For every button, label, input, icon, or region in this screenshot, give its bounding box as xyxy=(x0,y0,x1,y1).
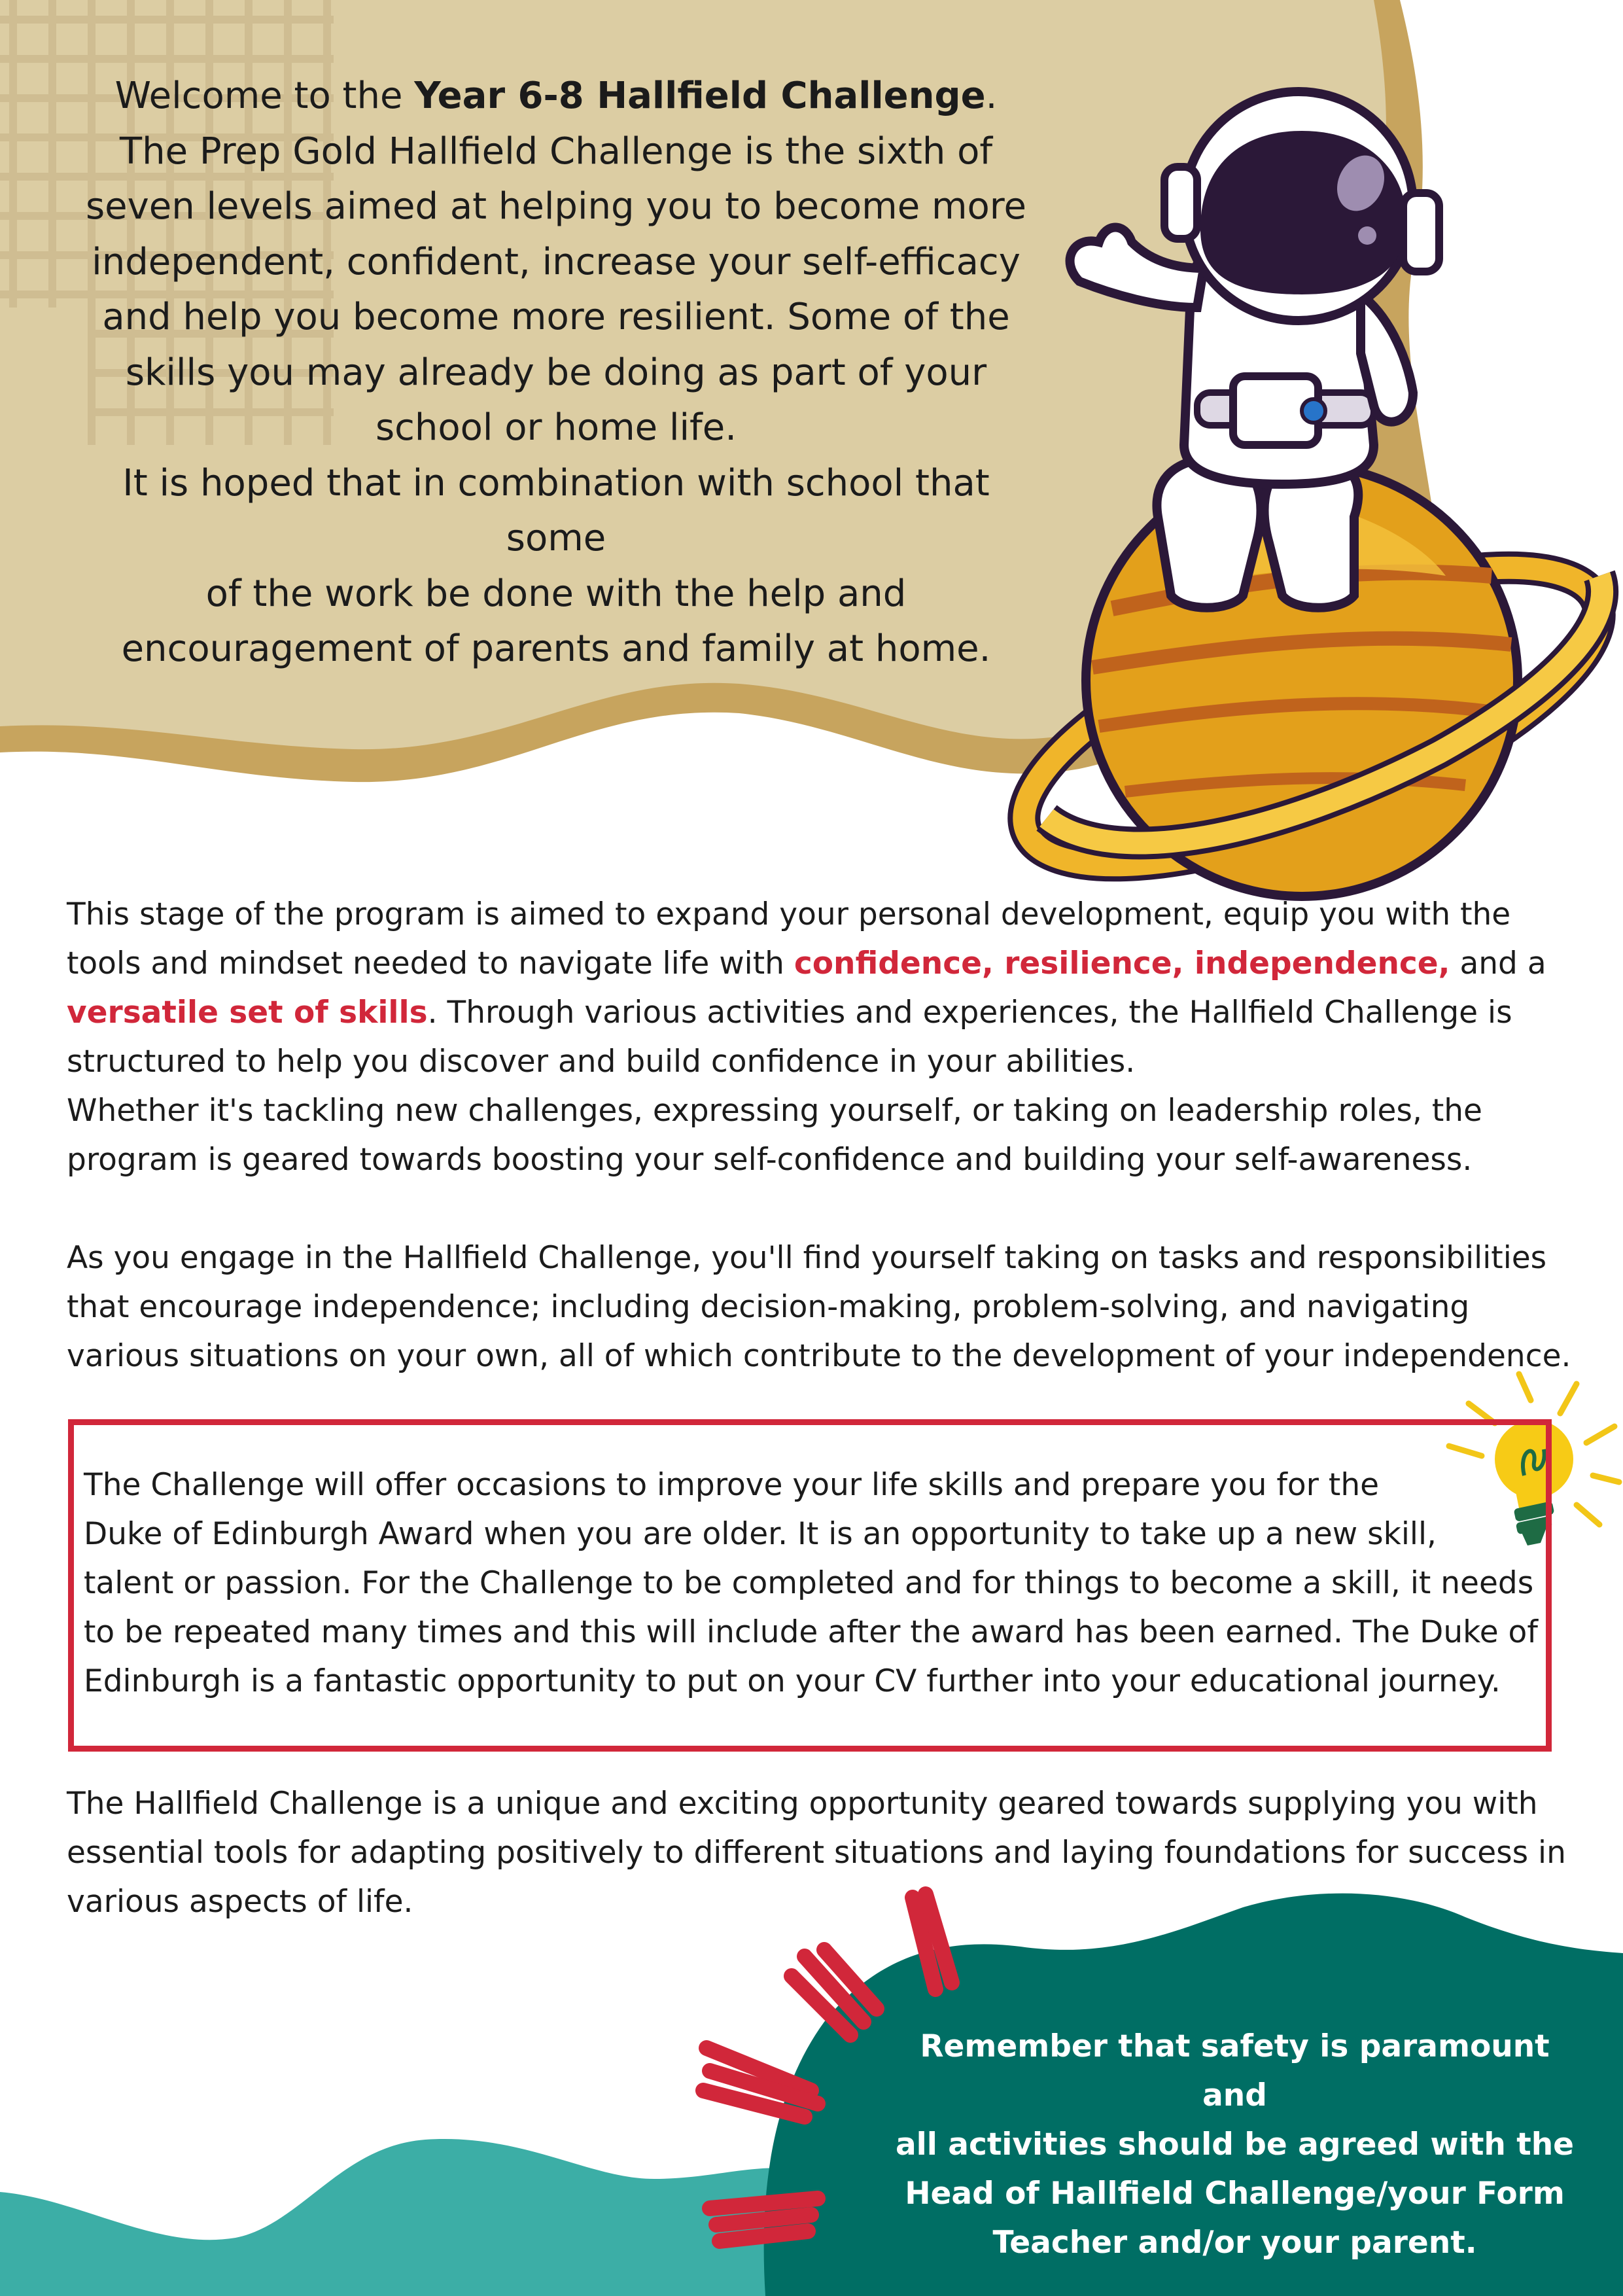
callout-text xyxy=(84,1460,1549,1706)
welcome-suffix: . xyxy=(985,75,998,117)
text-line: that encourage independence; including decision-making, problem-solving, and navigating xyxy=(67,1289,1470,1325)
text-line: essential tools for adapting positively to different situations and laying foundations for success in xyxy=(67,1835,1566,1871)
text-line: Whether it's tackling new challenges, expressing yourself, or taking on leadership roles, the xyxy=(67,1093,1482,1129)
safety-line: all activities should be agreed with the xyxy=(895,2127,1575,2163)
safety-line: Head of Hallfield Challenge/your Form xyxy=(905,2176,1565,2212)
intro-line: independent, confident, increase your self-efficacy xyxy=(92,240,1021,283)
program-name: Year 6-8 Hallfield Challenge xyxy=(414,75,986,117)
safety-line: Teacher and/or your parent. xyxy=(992,2225,1477,2261)
intro-line: skills you may already be doing as part of your xyxy=(125,351,987,394)
text-line: Duke of Edinburgh Award when you are older. It is an opportunity to take up a new skill, xyxy=(84,1516,1437,1552)
safety-notice xyxy=(893,2022,1577,2267)
intro-line: and help you become more resilient. Some of the xyxy=(102,296,1010,338)
intro-line: of the work be done with the help and xyxy=(205,572,907,615)
summary-paragraph xyxy=(67,1779,1571,1926)
footer-teal-wave xyxy=(0,2139,824,2296)
text-line: tools and mindset needed to navigate life with xyxy=(67,945,794,981)
intro-line: seven levels aimed at helping you to become more xyxy=(85,185,1027,228)
intro-line: It is hoped that in combination with school that some xyxy=(122,461,990,559)
intro-line: The Prep Gold Hallfield Challenge is the sixth of xyxy=(119,130,993,173)
text-line: to be repeated many times and this will include after the award has been earned. The Duke of xyxy=(84,1614,1538,1650)
text-line: The Challenge will offer occasions to improve your life skills and prepare you for the xyxy=(84,1467,1380,1503)
welcome-prefix: Welcome to the xyxy=(114,75,415,117)
independence-paragraph xyxy=(67,1233,1571,1381)
highlight-qualities: confidence, resilience, independence, xyxy=(794,945,1450,981)
intro-section xyxy=(72,69,1040,677)
text-line: program is geared towards boosting your self-confidence and building your self-awareness. xyxy=(67,1142,1473,1178)
text-line: talent or passion. For the Challenge to be completed and for things to become a skill, it needs xyxy=(84,1565,1534,1601)
text-line: Edinburgh is a fantastic opportunity to put on your CV further into your educational journey. xyxy=(84,1663,1501,1699)
program-overview-paragraph xyxy=(67,890,1571,1184)
text-line: structured to help you discover and build confidence in your abilities. xyxy=(67,1044,1136,1080)
text-line: The Hallfield Challenge is a unique and exciting opportunity geared towards supplying you with xyxy=(67,1786,1538,1822)
intro-line: encouragement of parents and family at home. xyxy=(121,627,991,670)
text-line: As you engage in the Hallfield Challenge, you'll find yourself taking on tasks and responsibilities xyxy=(67,1240,1547,1276)
intro-line: school or home life. xyxy=(375,406,737,449)
text-line: various situations on your own, all of which contribute to the development of your independence. xyxy=(67,1338,1571,1374)
highlight-skills: versatile set of skills xyxy=(67,995,428,1031)
text-line: and a xyxy=(1450,945,1546,981)
text-line: . Through various activities and experiences, the Hallfield Challenge is xyxy=(427,995,1512,1031)
text-line: This stage of the program is aimed to expand your personal development, equip you with the xyxy=(67,896,1511,932)
text-line: various aspects of life. xyxy=(67,1884,413,1920)
safety-line: Remember that safety is paramount and xyxy=(920,2028,1550,2113)
